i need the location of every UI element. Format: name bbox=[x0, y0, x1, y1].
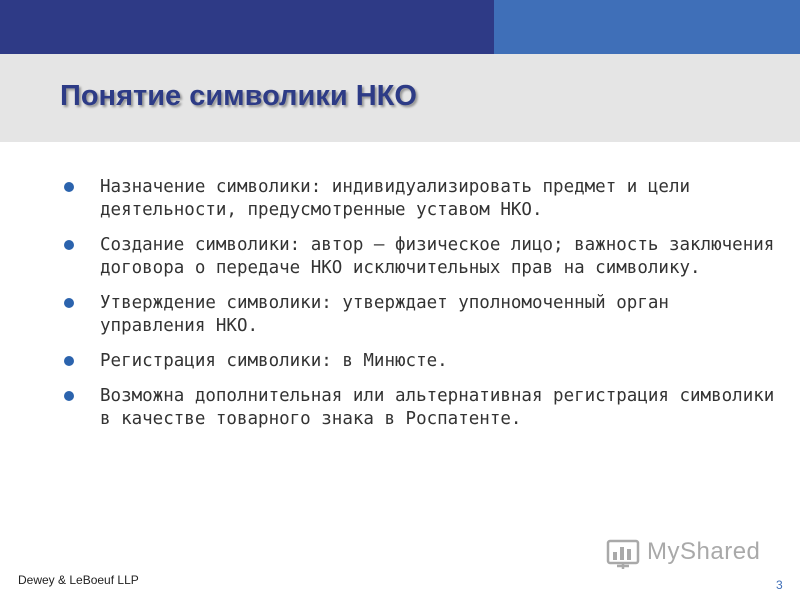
footer-company-logo: Dewey & LeBoeuf LLP bbox=[18, 573, 139, 587]
page-number: 3 bbox=[776, 578, 783, 592]
bullet-dot-icon bbox=[64, 391, 74, 401]
bullet-item bbox=[60, 350, 780, 373]
top-bar-light-segment bbox=[494, 0, 800, 54]
top-bar bbox=[0, 0, 800, 54]
bullet-dot-icon bbox=[64, 356, 74, 366]
bullet-item bbox=[60, 234, 780, 280]
bullet-text: Регистрация символики: в Минюсте. bbox=[100, 351, 448, 371]
bullet-text: Назначение символики: индивидуализировать предмет и цели деятельности, предусмотренные уставом НКО. bbox=[100, 177, 691, 220]
bar-chart-icon bbox=[605, 536, 641, 572]
myshared-watermark bbox=[605, 534, 765, 574]
bullet-text: Возможна дополнительная или альтернативная регистрация символики в качестве товарного знака в Роспатенте. bbox=[100, 386, 775, 429]
top-bar-dark-segment bbox=[0, 0, 494, 54]
bullet-dot-icon bbox=[64, 182, 74, 192]
bullet-text: Утверждение символики: утверждает уполномоченный орган управления НКО. bbox=[100, 293, 669, 336]
bullet-item bbox=[60, 292, 780, 338]
bullet-item bbox=[60, 385, 780, 431]
slide-title: Понятие символики НКО bbox=[60, 80, 417, 112]
bullet-dot-icon bbox=[64, 240, 74, 250]
bullet-dot-icon bbox=[64, 298, 74, 308]
bullet-list bbox=[60, 176, 780, 443]
bullet-item bbox=[60, 176, 780, 222]
bullet-text: Создание символики: автор – физическое лицо; важность заключения договора о передаче НКО исключительных прав на символику. bbox=[100, 235, 775, 278]
watermark-text: MyShared bbox=[647, 538, 761, 565]
